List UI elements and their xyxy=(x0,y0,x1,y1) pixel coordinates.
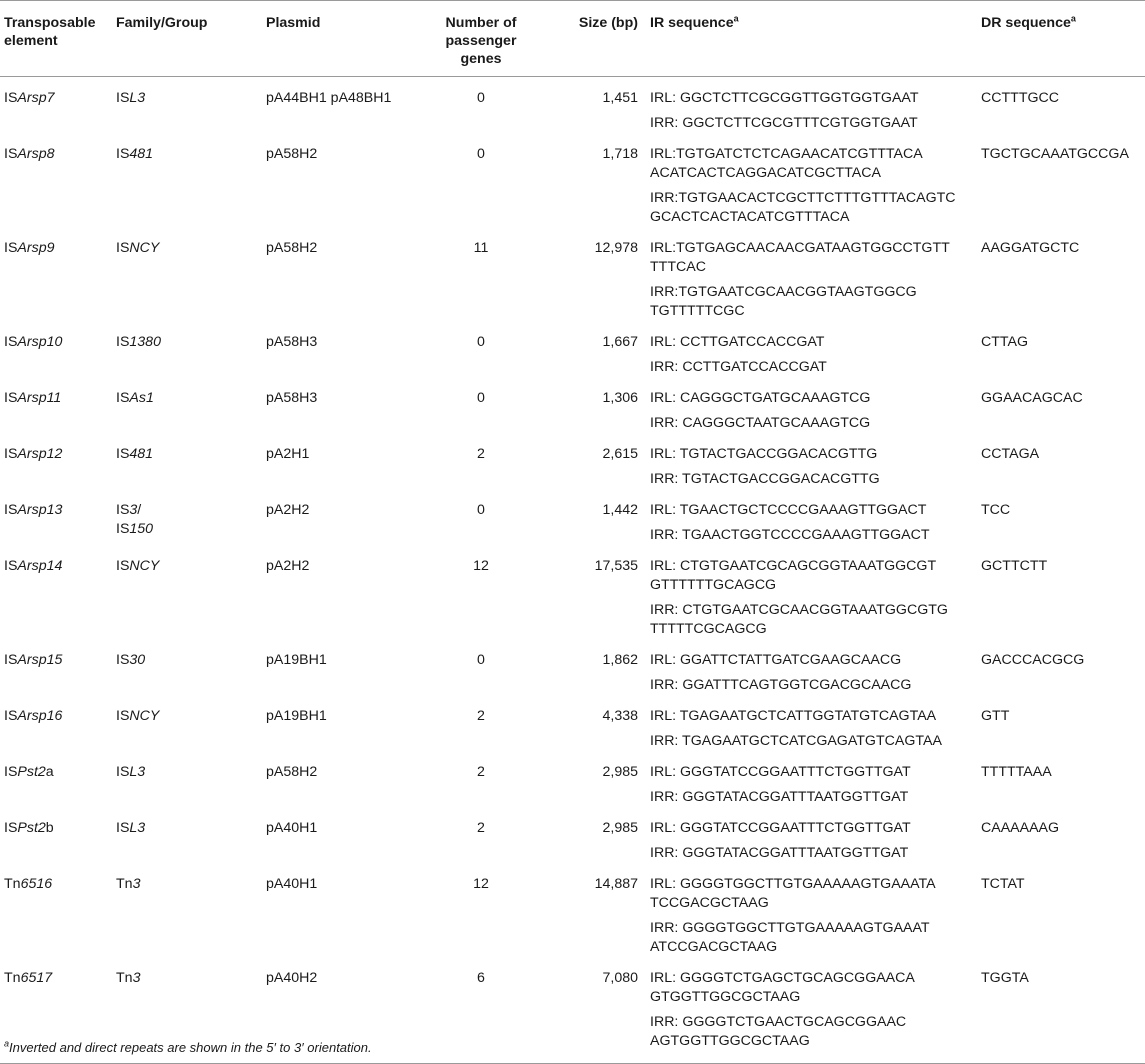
table-row xyxy=(0,227,1145,321)
irl-sequence: IRL: TGAACTGCTCCCCGAAAGTTGGACT xyxy=(650,502,927,518)
cell-element: ISArsp8 xyxy=(4,146,55,162)
cell-element: ISArsp15 xyxy=(4,652,63,668)
cell-dr-sequence: CTTAG xyxy=(981,334,1029,350)
cell-dr-sequence: GTT xyxy=(981,708,1010,724)
cell-plasmid: pA2H2 xyxy=(266,558,310,574)
table-body xyxy=(0,77,1145,1064)
cell-ir-sequence xyxy=(646,957,977,1064)
cell-element: ISPst2b xyxy=(4,820,54,836)
cell-ir-sequence xyxy=(646,863,977,957)
irl-sequence: IRL: GGGGTCTGAGCTGCAGCGGAACA GTGGTTGGCGCTAAG xyxy=(650,970,915,1005)
irr-sequence: IRR: GGGGTGGCTTGTGAAAAAGTGAAAT ATCCGACGCTAAG xyxy=(650,920,930,955)
irl-sequence: IRL: GGATTCTATTGATCGAAGCAACG xyxy=(650,652,902,668)
cell-dr-sequence: TTTTTAAA xyxy=(981,764,1052,780)
irl-sequence: IRL:TGTGAGCAACAACGATAAGTGGCCTGTT TTTCAC xyxy=(650,240,950,275)
cell-element: ISArsp10 xyxy=(4,334,63,350)
table-row xyxy=(0,321,1145,377)
header-family: Family/Group xyxy=(112,1,262,77)
cell-family: IS30 xyxy=(116,652,146,668)
cell-passenger-genes: 2 xyxy=(477,708,485,724)
cell-size: 1,718 xyxy=(602,146,638,162)
cell-ir-sequence xyxy=(646,433,977,489)
irr-sequence: IRR: TGAACTGGTCCCCGAAAGTTGGACT xyxy=(650,527,930,543)
cell-element: ISArsp9 xyxy=(4,240,55,256)
header-passenger-genes: Number of passenger genes xyxy=(408,1,554,77)
cell-passenger-genes: 0 xyxy=(477,146,485,162)
cell-passenger-genes: 0 xyxy=(477,502,485,518)
cell-size: 2,985 xyxy=(602,764,638,780)
cell-size: 1,306 xyxy=(602,390,638,406)
cell-plasmid: pA58H2 xyxy=(266,240,318,256)
cell-ir-sequence xyxy=(646,377,977,433)
cell-dr-sequence: TGGTA xyxy=(977,957,1145,1064)
irl-sequence: IRL: GGGTATCCGGAATTTCTGGTTGAT xyxy=(650,764,911,780)
cell-dr-sequence: TGCTGCAAATGCCGA xyxy=(981,146,1129,162)
cell-plasmid: pA58H3 xyxy=(266,390,318,406)
cell-family: Tn3 xyxy=(116,876,141,892)
cell-size: 14,887 xyxy=(594,876,638,892)
cell-family: IS1380 xyxy=(116,334,161,350)
cell-plasmid: pA19BH1 xyxy=(266,652,327,668)
table-row xyxy=(0,863,1145,957)
cell-element: Tn6517 xyxy=(0,957,112,1064)
header-dr-sequence: DR sequence$^a$ xyxy=(977,1,1145,77)
table-row xyxy=(0,695,1145,751)
cell-dr-sequence: GGAACAGCAC xyxy=(981,390,1083,406)
irl-sequence: IRL:TGTGATCTCTCAGAACATCGTTTACA ACATCACTCAGGACATCGCTTACA xyxy=(650,146,923,181)
cell-plasmid: pA2H2 xyxy=(266,502,310,518)
cell-passenger-genes: 0 xyxy=(477,90,485,106)
cell-plasmid: pA40H1 xyxy=(266,820,318,836)
irl-sequence: IRL: TGAGAATGCTCATTGGTATGTCAGTAA xyxy=(650,708,937,724)
cell-size: 1,862 xyxy=(602,652,638,668)
cell-passenger-genes: 2 xyxy=(477,764,485,780)
cell-size: 4,338 xyxy=(602,708,638,724)
cell-element: ISArsp16 xyxy=(4,708,63,724)
cell-family: IS481 xyxy=(116,146,154,162)
table-footnote: $^a$Inverted and direct repeats are shown in the 5′ to 3′ orientation. xyxy=(4,1038,372,1055)
cell-element: ISArsp11 xyxy=(4,390,62,406)
cell-element: Tn6516 xyxy=(4,876,53,892)
cell-plasmid: pA19BH1 xyxy=(266,708,327,724)
cell-ir-sequence xyxy=(646,227,977,321)
irl-sequence: IRL: CAGGGCTGATGCAAAGTCG xyxy=(650,390,871,406)
cell-ir-sequence xyxy=(646,639,977,695)
cell-ir-sequence xyxy=(646,321,977,377)
cell-size: 1,667 xyxy=(602,334,638,350)
cell-passenger-genes: 11 xyxy=(473,240,489,256)
cell-element: ISArsp12 xyxy=(4,446,63,462)
cell-passenger-genes: 0 xyxy=(477,334,485,350)
cell-dr-sequence: GACCCACGCG xyxy=(981,652,1085,668)
irr-sequence: IRR: CAGGGCTAATGCAAAGTCG xyxy=(650,415,871,431)
table-row xyxy=(0,545,1145,639)
cell-dr-sequence: AAGGATGCTC xyxy=(981,240,1080,256)
table-row xyxy=(0,807,1145,863)
cell-family: ISL3 xyxy=(116,90,146,106)
cell-passenger-genes: 12 xyxy=(473,876,489,892)
cell-size: 17,535 xyxy=(594,558,638,574)
cell-plasmid: pA58H2 xyxy=(266,146,318,162)
irr-sequence: IRR: GGGTATACGGATTTAATGGTTGAT xyxy=(650,789,909,805)
cell-passenger-genes: 2 xyxy=(477,820,485,836)
cell-plasmid: pA58H3 xyxy=(266,334,318,350)
irl-sequence: IRL: CCTTGATCCACCGAT xyxy=(650,334,825,350)
table-header xyxy=(0,1,1145,77)
cell-family: ISNCY xyxy=(116,708,160,724)
cell-ir-sequence xyxy=(646,695,977,751)
cell-passenger-genes: 0 xyxy=(477,390,485,406)
cell-ir-sequence xyxy=(646,751,977,807)
cell-passenger-genes: 12 xyxy=(473,558,489,574)
table-row xyxy=(0,377,1145,433)
irr-sequence: IRR: TGTACTGACCGGACACGTTG xyxy=(650,471,880,487)
table-row xyxy=(0,489,1145,545)
cell-ir-sequence xyxy=(646,489,977,545)
cell-plasmid: pA40H2 xyxy=(262,957,408,1064)
cell-dr-sequence: CAAAAAAG xyxy=(981,820,1060,836)
cell-ir-sequence xyxy=(646,133,977,227)
header-plasmid: Plasmid xyxy=(262,1,408,77)
cell-element: ISArsp13 xyxy=(4,502,63,518)
cell-plasmid: pA2H1 xyxy=(266,446,310,462)
cell-passenger-genes: 6 xyxy=(408,957,554,1064)
table-row xyxy=(0,77,1145,134)
cell-size: 12,978 xyxy=(594,240,638,256)
cell-dr-sequence: CCTAGA xyxy=(981,446,1040,462)
header-size: Size (bp) xyxy=(554,1,646,77)
cell-family: IS481 xyxy=(116,446,154,462)
cell-dr-sequence: TCTAT xyxy=(981,876,1025,892)
cell-passenger-genes: 0 xyxy=(477,652,485,668)
table-row xyxy=(0,133,1145,227)
header-element: Transposable element xyxy=(0,1,112,77)
cell-ir-sequence xyxy=(646,77,977,134)
cell-family: ISL3 xyxy=(116,764,146,780)
cell-element: ISArsp14 xyxy=(4,558,63,574)
cell-plasmid: pA58H2 xyxy=(266,764,318,780)
cell-family: ISNCY xyxy=(116,240,160,256)
cell-element: ISArsp7 xyxy=(4,90,55,106)
cell-dr-sequence: CCTTTGCC xyxy=(981,90,1060,106)
irl-sequence: IRL: GGCTCTTCGCGGTTGGTGGTGAAT xyxy=(650,90,919,106)
irr-sequence: IRR:TGTGAATCGCAACGGTAAGTGGCG TGTTTTTCGC xyxy=(650,284,917,319)
irr-sequence: IRR: GGCTCTTCGCGTTTCGTGGTGAAT xyxy=(650,115,918,131)
cell-ir-sequence xyxy=(646,545,977,639)
cell-ir-sequence xyxy=(646,807,977,863)
cell-size: 2,985 xyxy=(602,820,638,836)
irr-sequence: IRR: GGATTTCAGTGGTCGACGCAACG xyxy=(650,677,912,693)
irr-sequence: IRR: CTGTGAATCGCAACGGTAAATGGCGTG TTTTTCGCAGCG xyxy=(650,602,948,637)
irl-sequence: IRL: CTGTGAATCGCAGCGGTAAATGGCGT GTTTTTTGCAGCG xyxy=(650,558,937,593)
cell-dr-sequence: GCTTCTT xyxy=(981,558,1048,574)
cell-size: 1,442 xyxy=(602,502,638,518)
header-row xyxy=(0,1,1145,77)
cell-size: 2,615 xyxy=(602,446,638,462)
table-row xyxy=(0,639,1145,695)
cell-plasmid: pA40H1 xyxy=(266,876,318,892)
cell-family: ISL3 xyxy=(116,820,146,836)
table-row xyxy=(0,433,1145,489)
cell-family: Tn3 xyxy=(112,957,262,1064)
header-ir-sequence: IR sequence$^a$ xyxy=(646,1,977,77)
cell-family: IS3/ IS150 xyxy=(116,502,154,537)
cell-plasmid: pA44BH1 pA48BH1 xyxy=(266,90,392,106)
irl-sequence: IRL: GGGGTGGCTTGTGAAAAAGTGAAATA TCCGACGCTAAG xyxy=(650,876,936,911)
irr-sequence: IRR: GGGTATACGGATTTAATGGTTGAT xyxy=(650,845,909,861)
table-row xyxy=(0,751,1145,807)
cell-family: ISAs1 xyxy=(116,390,154,406)
cell-size: 7,080 xyxy=(554,957,646,1064)
cell-family: ISNCY xyxy=(116,558,160,574)
irl-sequence: IRL: GGGTATCCGGAATTTCTGGTTGAT xyxy=(650,820,911,836)
cell-passenger-genes: 2 xyxy=(477,446,485,462)
irr-sequence: IRR: TGAGAATGCTCATCGAGATGTCAGTAA xyxy=(650,733,942,749)
cell-element: ISPst2a xyxy=(4,764,54,780)
irr-sequence: IRR:TGTGAACACTCGCTTCTTTGTTTACAGTC GCACTCACTACATCGTTTACA xyxy=(650,190,956,225)
irr-sequence: IRR: CCTTGATCCACCGAT xyxy=(650,359,827,375)
irr-sequence: IRR: GGGGTCTGAACTGCAGCGGAAC AGTGGTTGGCGCTAAG xyxy=(650,1014,907,1049)
irl-sequence: IRL: TGTACTGACCGGACACGTTG xyxy=(650,446,878,462)
cell-dr-sequence: TCC xyxy=(981,502,1011,518)
cell-size: 1,451 xyxy=(602,90,638,106)
